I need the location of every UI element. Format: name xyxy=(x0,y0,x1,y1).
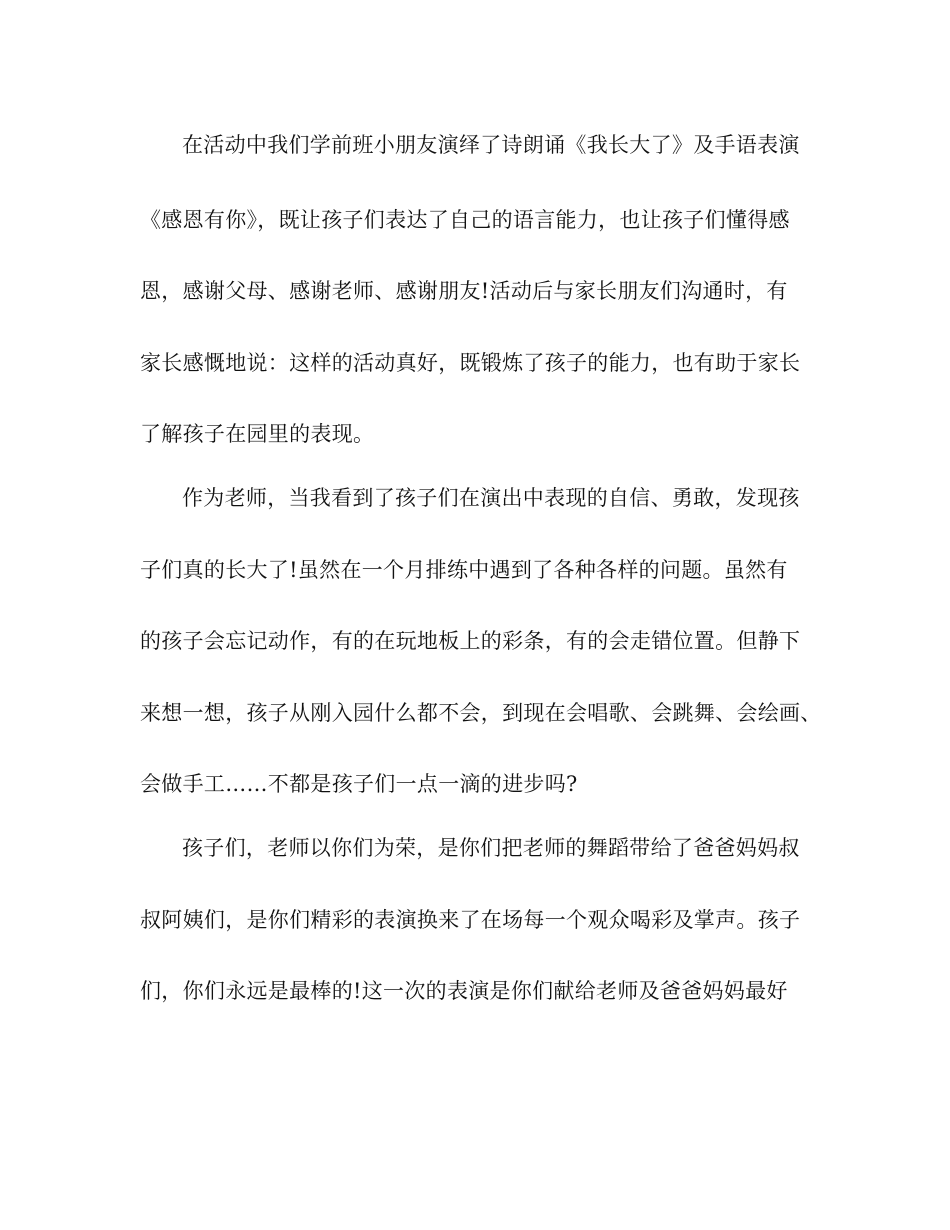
text-line: 子们真的长大了!虽然在一个月排练中遇到了各种各样的问题。虽然有 xyxy=(140,558,788,582)
text-line: 家长感慨地说：这样的活动真好，既锻炼了孩子的能力，也有助于家长 xyxy=(140,351,801,375)
text-line: 会做手工……不都是孩子们一点一滴的进步吗? xyxy=(140,772,578,796)
text-line: 了解孩子在园里的表现。 xyxy=(140,422,375,446)
text-line: 们，你们永远是最棒的!这一次的表演是你们献给老师及爸爸妈妈最好 xyxy=(140,979,788,1003)
text-line: 的孩子会忘记动作，有的在玩地板上的彩条，有的会走错位置。但静下 xyxy=(140,629,801,653)
text-line: 在活动中我们学前班小朋友演绎了诗朗诵《我长大了》及手语表演 xyxy=(182,133,800,157)
text-line: 来想一想，孩子从刚入园什么都不会，到现在会唱歌、会跳舞、会绘画、 xyxy=(140,701,822,725)
text-line: 孩子们，老师以你们为荣，是你们把老师的舞蹈带给了爸爸妈妈叔 xyxy=(182,836,800,860)
text-line: 叔阿姨们，是你们精彩的表演换来了在场每一个观众喝彩及掌声。孩子 xyxy=(140,908,801,932)
text-line: 恩，感谢父母、感谢老师、感谢朋友!活动后与家长朋友们沟通时，有 xyxy=(140,279,788,303)
text-line: 作为老师，当我看到了孩子们在演出中表现的自信、勇敢，发现孩 xyxy=(182,486,800,510)
text-line: 《感恩有你》，既让孩子们表达了自己的语言能力，也让孩子们懂得感 xyxy=(140,208,790,232)
